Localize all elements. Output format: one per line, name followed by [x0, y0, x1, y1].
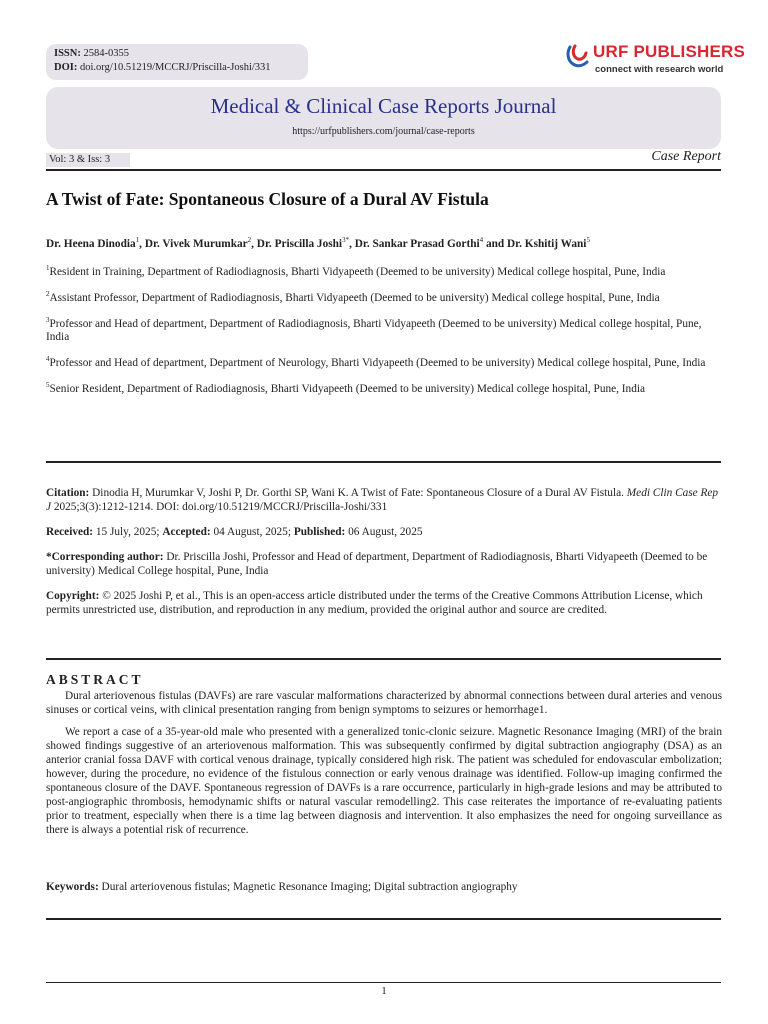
abstract-heading: ABSTRACT: [46, 672, 144, 687]
affiliation: $^4$Professor and Head of department, Department of Neurology, Bharti Vidyapeeth (Deemed to be university) Medical college hospital, Pune, India: [46, 355, 706, 370]
footer-divider: [46, 982, 721, 983]
article-dates: Received: 15 July, 2025; Accepted: 04 August, 2025; Published: 06 August, 2025: [46, 526, 423, 538]
author: Dr. Sankar Prasad Gorthi$^4$ and: [354, 236, 508, 250]
article-type: Case Report: [651, 149, 721, 164]
page-number: 1: [381, 985, 387, 997]
copyright: Copyright: © 2025 Joshi P, et al., This is an open-access article distributed under the terms of the Creative Commons Attribution License, which permits unrestricted use, distribution, and reproduction in any medium, provided the original author and source are credited.: [46, 590, 703, 616]
abstract-paragraph: We report a case of a 35-year-old male who presented with a generalized tonic-clonic seizure. Magnetic Resonance Imaging (MRI) of the brain showed findings suggestive of an arteriovenous malformation. This was subsequently confirmed by digital subtraction angiography (DSA) as an anterior cranial fossa DAVF with cortical venous drainage, typically considered high risk. The patient was scheduled for endovascular embolization; however, during the procedure, no evidence of the fistulous connection or early venous drainage was identified. Follow-up imaging confirmed the spontaneous closure of the DAVF. Spontaneous regression of DAVFs is a rare occurrence, particularly in high-grade lesions and may be attributed to post-angiographic thrombosis, hemodynamic shifts or natural vascular remodelling2. This case reiterates the importance of re-evaluating patients prior to treatment, especially when there is a time lag between diagnosis and intervention. It also emphasizes the need for ongoing surveillance as there is always a potential risk of recurrence.: [46, 726, 722, 836]
author: Dr. Kshitij Wani$^5$: [507, 236, 590, 250]
issn-value: 2584-0355: [83, 48, 129, 59]
issn-doi-box: [46, 44, 308, 80]
publisher-name: URF PUBLISHERS: [593, 42, 746, 61]
affiliation: $^1$Resident in Training, Department of Radiodiagnosis, Bharti Vidyapeeth (Deemed to be university) Medical college hospital, Pune, India: [46, 264, 666, 278]
abstract-bottom-divider: [46, 918, 721, 920]
author: Dr. Vivek Murumkar$^2$,: [144, 236, 257, 250]
author-list: [46, 236, 590, 250]
affiliation: $^5$Senior Resident, Department of Radiodiagnosis, Bharti Vidyapeeth (Deemed to be university) Medical college hospital, Pune, India: [46, 381, 646, 395]
publisher-logo-icon: [565, 43, 591, 69]
keywords: Keywords: Dural arteriovenous fistulas; Magnetic Resonance Imaging; Digital subtraction angiography: [46, 881, 518, 893]
affiliation: $^3$Professor and Head of department, Department of Radiodiagnosis, Bharti Vidyapeeth (Deemed to be university) Medical college hospital, Pune, India: [46, 315, 702, 344]
citation: Citation: Dinodia H, Murumkar V, Joshi P, Dr. Gorthi SP, Wani K. A Twist of Fate: Spontaneous Closure of a Dural AV Fistula. Medi Clin Case Rep J 2025;3(3):1212-1214. DOI: doi.org/10.51219/MCCRJ/Priscilla-Joshi/331: [46, 487, 719, 513]
doi-value[interactable]: doi.org/10.51219/MCCRJ/Priscilla-Joshi/331: [79, 62, 271, 73]
author: Dr. Heena Dinodia$^1$,: [46, 236, 145, 250]
affiliation: $^2$Assistant Professor, Department of Radiodiagnosis, Bharti Vidyapeeth (Deemed to be university) Medical college hospital, Pune, India: [46, 289, 660, 304]
affiliations-divider: [46, 461, 721, 463]
abstract-body: [46, 689, 722, 845]
volume-issue: Vol: 3 & Iss: 3: [46, 153, 130, 167]
issn-label: ISSN:: [54, 48, 81, 59]
publisher-logo: [565, 42, 746, 78]
abstract-paragraph: Dural arteriovenous fistulas (DAVFs) are rare vascular malformations characterized by abnormal connections between dural arteries and venous sinuses or cortical veins, with clinical presentation ranging from benign symptoms to seizures or hemorrhage1.: [46, 690, 722, 716]
paper-title: A Twist of Fate: Spontaneous Closure of a Dural AV Fistula: [46, 189, 489, 209]
journal-url[interactable]: https://urfpublishers.com/journal/case-reports: [292, 126, 475, 137]
corresponding-author: *Corresponding author: Dr. Priscilla Joshi, Professor and Head of department, Department of Radiodiagnosis, Bharti Vidyapeeth (Deemed to be university) Medical College hospital, Pune, India: [46, 551, 708, 577]
publisher-tagline: connect with research world: [595, 64, 724, 75]
affiliation-list: [46, 261, 722, 404]
abstract-top-divider: [46, 658, 721, 660]
header-divider: [46, 169, 721, 171]
journal-banner: [46, 87, 721, 149]
author: Dr. Priscilla Joshi$^{3*}$,: [256, 236, 355, 250]
journal-title: Medical & Clinical Case Reports Journal: [210, 94, 557, 118]
doi-label: DOI:: [54, 62, 78, 73]
